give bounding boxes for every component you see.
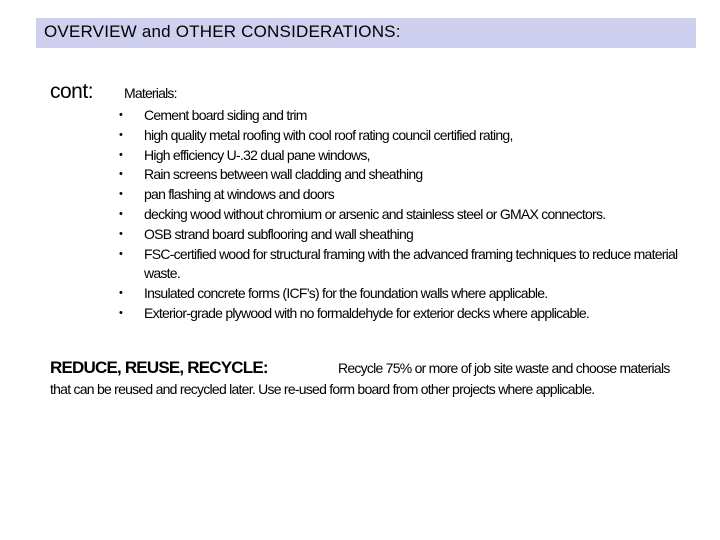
list-item (0, 245, 704, 285)
bullet-icon: • (119, 109, 123, 121)
list-item-text: Insulated concrete forms (ICF’s) for the foundation walls where applicable. (144, 285, 548, 302)
materials-heading: Materials: (124, 85, 177, 101)
bullet-icon: • (119, 148, 123, 161)
bullet-icon: • (119, 306, 123, 319)
list-item-text: high quality metal roofing with cool roof rating council certified rating, (144, 126, 513, 143)
list-item (0, 284, 704, 304)
list-item (0, 126, 704, 146)
bullet-icon: • (119, 287, 123, 300)
list-item (0, 225, 704, 245)
list-item-text: OSB strand board subflooring and wall sheathing (144, 225, 414, 242)
bullet-icon: • (119, 168, 123, 181)
list-item-text: decking wood without chromium or arsenic and stainless steel or GMAX connectors. (144, 205, 606, 222)
list-item-text: FSC-certified wood for structural framing with the advanced framing techniques to reduce material waste. (144, 245, 678, 282)
list-item (0, 304, 704, 324)
cont-label: cont: (50, 80, 94, 103)
bullet-icon: • (119, 128, 123, 141)
list-item (0, 205, 704, 225)
reduce-heading: REDUCE, REUSE, RECYCLE: (50, 358, 268, 377)
list-item (0, 165, 704, 185)
list-item-text: High efficiency U-.32 dual pane windows, (144, 146, 370, 163)
bullet-icon: • (119, 207, 123, 220)
list-item (0, 185, 704, 205)
list-item (0, 106, 704, 126)
list-item-text: Cement board siding and trim (144, 107, 307, 123)
page-title: OVERVIEW and OTHER CONSIDERATIONS: (44, 22, 401, 41)
list-item-text: pan flashing at windows and doors (144, 186, 335, 203)
list-item (0, 146, 704, 166)
bullet-icon: • (119, 227, 123, 240)
list-item-text: Exterior-grade plywood with no formaldehyde for exterior decks where applicable. (144, 304, 590, 321)
bullet-icon: • (119, 247, 123, 260)
bullet-icon: • (119, 188, 123, 201)
list-item-text: Rain screens between wall cladding and sheathing (144, 166, 423, 183)
materials-list (0, 106, 720, 324)
header-bar (36, 18, 696, 48)
reduce-text-line1: Recycle 75% or more of job site waste and choose materials (338, 360, 670, 376)
reduce-text-line2: that can be reused and recycled later. Use re-used form board from other projects where applicable. (50, 381, 595, 397)
